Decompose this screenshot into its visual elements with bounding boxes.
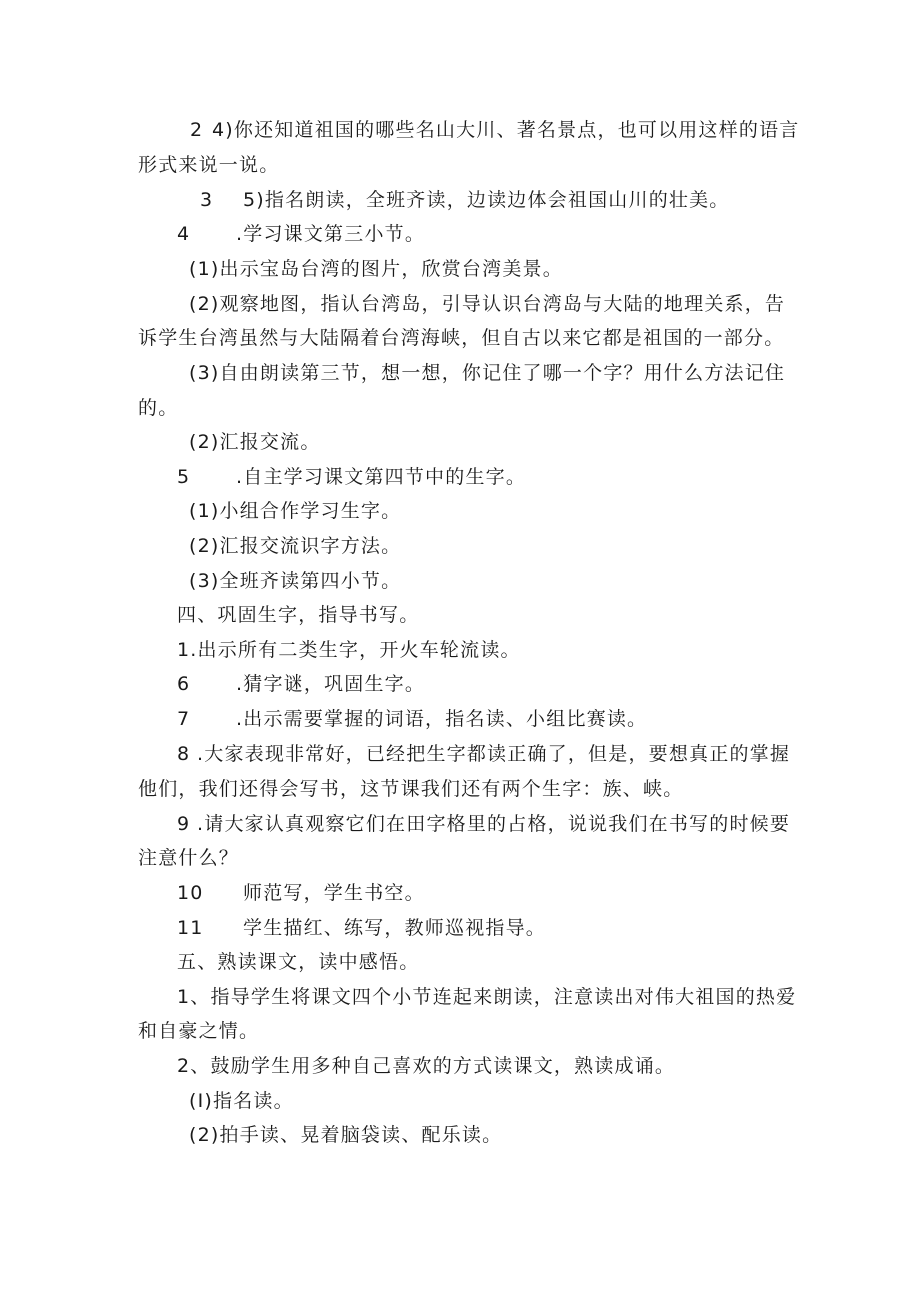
text-line xyxy=(189,1123,502,1147)
line-text: 4)你还知道祖国的哪些名山大川、著名景点，也可以用这样的语言 xyxy=(212,119,800,141)
text-line xyxy=(189,361,785,385)
line-text: 他们，我们还得会写书，这节课我们还有两个生字：族、峡。 xyxy=(138,778,684,800)
line-text: 五、熟读课文，读中感悟。 xyxy=(177,951,420,973)
line-text: 和自豪之情。 xyxy=(138,1020,260,1042)
text-line xyxy=(138,153,279,177)
text-line xyxy=(177,672,425,696)
line-text: (2)观察地图，指认台湾岛，引导认识台湾岛与大陆的地理关系，告 xyxy=(189,293,786,315)
text-line xyxy=(189,534,401,558)
line-text: .出示需要掌握的词语，指名读、小组比赛读。 xyxy=(236,708,648,730)
line-number: 6 xyxy=(177,673,191,695)
line-text: .自主学习课文第四节中的生字。 xyxy=(236,466,527,488)
line-number: 5 xyxy=(177,466,191,488)
line-text: 2、鼓励学生用多种自己喜欢的方式读课文，熟读成诵。 xyxy=(177,1055,676,1077)
line-text: (3)自由朗读第三节，想一想，你记住了哪一个字？用什么方法记住 xyxy=(189,362,786,384)
line-text: 1、指导学生将课文四个小节连起来朗读，注意读出对伟大祖国的热爱 xyxy=(177,986,797,1008)
text-line xyxy=(177,916,546,940)
section-heading xyxy=(177,603,419,627)
text-line xyxy=(177,985,796,1009)
text-line xyxy=(189,257,563,281)
text-line xyxy=(189,499,401,523)
line-number: 8 xyxy=(177,743,191,765)
text-line xyxy=(177,465,526,489)
line-number: 9 xyxy=(177,813,191,835)
line-text: .请大家认真观察它们在田字格里的占格，说说我们在书写的时候要 xyxy=(197,813,791,835)
line-number: 4 xyxy=(177,223,191,245)
text-line xyxy=(189,569,401,593)
line-text: .学习课文第三小节。 xyxy=(236,223,426,245)
line-text: (I)指名读。 xyxy=(189,1090,294,1112)
text-line xyxy=(138,846,239,870)
line-number: 10 xyxy=(177,882,204,904)
line-text: 5)指名朗读，全班齐读，边读边体会祖国山川的壮美。 xyxy=(243,189,730,211)
line-text: .大家表现非常好，已经把生字都读正确了，但是，要想真正的掌握 xyxy=(197,743,791,765)
line-text: .猜字谜，巩固生字。 xyxy=(236,673,426,695)
section-heading xyxy=(177,950,419,974)
text-line xyxy=(189,1089,294,1113)
text-line xyxy=(177,638,521,662)
line-number: 2 xyxy=(190,119,204,141)
line-text: (2)汇报交流。 xyxy=(189,431,321,453)
line-number: 7 xyxy=(177,708,191,730)
text-line xyxy=(138,326,784,350)
text-line xyxy=(177,707,647,731)
line-text: 1.出示所有二类生字，开火车轮流读。 xyxy=(177,639,521,661)
line-text: 的。 xyxy=(138,397,179,419)
line-text: (3)全班齐读第四小节。 xyxy=(189,570,402,592)
line-text: 学生描红、练写，教师巡视指导。 xyxy=(243,917,547,939)
text-line xyxy=(177,742,790,766)
line-text: 诉学生台湾虽然与大陆隔着台湾海峡，但自古以来它都是祖国的一部分。 xyxy=(138,327,785,349)
text-line xyxy=(138,777,683,801)
line-text: 注意什么？ xyxy=(138,847,240,869)
line-number: 3 xyxy=(200,189,214,211)
text-line xyxy=(138,1019,259,1043)
text-line xyxy=(189,430,321,454)
text-line xyxy=(138,396,178,420)
text-line xyxy=(177,812,790,836)
line-text: 师范写，学生书空。 xyxy=(243,882,425,904)
text-line xyxy=(189,292,785,316)
line-text: 四、巩固生字，指导书写。 xyxy=(177,604,420,626)
text-line xyxy=(177,222,425,246)
text-line xyxy=(177,881,425,905)
text-line xyxy=(190,118,800,142)
line-number: 11 xyxy=(177,917,204,939)
line-text: (2)汇报交流识字方法。 xyxy=(189,535,402,557)
line-text: (2)拍手读、晃着脑袋读、配乐读。 xyxy=(189,1124,503,1146)
line-text: 形式来说一说。 xyxy=(138,154,280,176)
line-text: (1)小组合作学习生字。 xyxy=(189,500,402,522)
text-line xyxy=(177,1054,675,1078)
line-text: (1)出示宝岛台湾的图片，欣赏台湾美景。 xyxy=(189,258,563,280)
text-line xyxy=(200,188,730,212)
